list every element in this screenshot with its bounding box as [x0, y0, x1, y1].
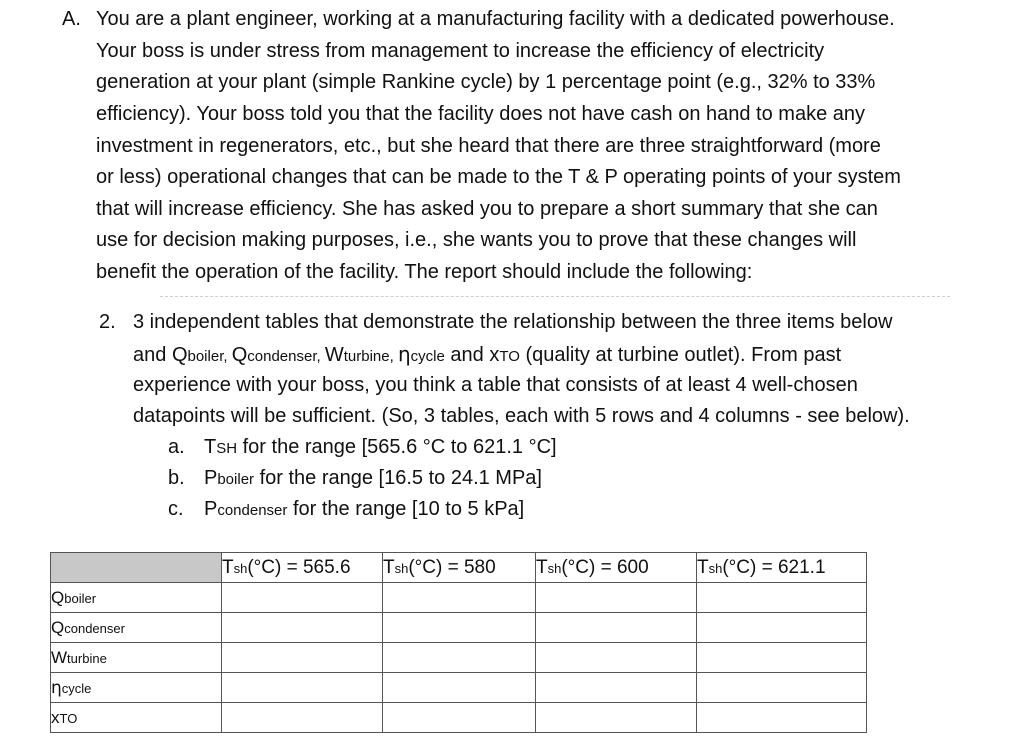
table-cell[interactable]: [222, 703, 383, 733]
table-cell[interactable]: [697, 583, 867, 613]
q-condenser-sub: condenser: [247, 348, 317, 365]
row-label-w-turbine: Wturbine: [51, 643, 222, 673]
table-cell[interactable]: [697, 703, 867, 733]
item-line-4: datapoints will be sufficient. (So, 3 tables, each with 5 rows and 4 columns - see below).: [133, 405, 910, 427]
row-label-eta-cycle: ηcycle: [51, 673, 222, 703]
q-symbol: Q: [231, 344, 248, 366]
paragraph-line: Your boss is under stress from management to increase the efficiency of electricity: [96, 40, 825, 62]
table-cell[interactable]: [383, 673, 536, 703]
faint-divider: [160, 296, 950, 299]
table-row: [51, 583, 867, 613]
table-row: [51, 703, 867, 733]
subitem-b: [204, 467, 542, 490]
item-line-2-prefix: and: [133, 344, 172, 366]
question-label: A.: [62, 8, 81, 30]
subitem-symbol: P: [204, 498, 218, 520]
subitem-subscript: condenser: [217, 502, 288, 519]
table-cell[interactable]: [222, 583, 383, 613]
table-cell[interactable]: [697, 673, 867, 703]
table-header-cell: Tsh(°C) = 600: [536, 553, 697, 583]
table-header-cell: Tsh(°C) = 621.1: [697, 553, 867, 583]
row-label-q-condenser: Qcondenser: [51, 613, 222, 643]
item-line-2-suffix: (quality at turbine outlet). From past: [525, 344, 842, 366]
table-cell[interactable]: [536, 673, 697, 703]
paragraph-line: generation at your plant (simple Rankine cycle) by 1 percentage point (e.g., 32% to 33%: [96, 71, 876, 93]
table-cell[interactable]: [697, 643, 867, 673]
subitem-text: for the range [10 to 5 kPa]: [287, 498, 525, 520]
row-label-q-boiler: Qboiler: [51, 583, 222, 613]
item-line-2: and Qboiler, Qcondenser, Wturbine, ηcycle and xTO (quality at turbine outlet). From past: [133, 342, 842, 366]
table-cell[interactable]: [383, 703, 536, 733]
w-symbol: W: [324, 344, 344, 366]
paragraph-line: efficiency). Your boss told you that the facility does not have cash on hand to make any: [96, 103, 866, 125]
paragraph-line: benefit the operation of the facility. The report should include the following:: [96, 261, 753, 283]
subitem-subscript: SH: [216, 440, 238, 457]
subitem-symbol: T: [204, 436, 217, 458]
item-line-1: 3 independent tables that demonstrate the relationship between the three items below: [133, 311, 893, 333]
table-cell[interactable]: [222, 673, 383, 703]
table-row: [51, 673, 867, 703]
x-to-sub: TO: [499, 348, 520, 365]
paragraph-line: use for decision making purposes, i.e., she wants you to prove that these changes will: [96, 229, 857, 251]
paragraph-line: that will increase efficiency. She has asked you to prepare a short summary that she can: [96, 198, 878, 220]
table-corner-cell: [51, 553, 222, 583]
eta-symbol: η: [397, 342, 411, 366]
x-symbol: x: [489, 344, 500, 366]
table-cell[interactable]: [536, 703, 697, 733]
subitem-letter: b.: [168, 467, 185, 489]
table-header-cell: Tsh(°C) = 580: [383, 553, 536, 583]
row-label-x-to: xTO: [51, 703, 222, 733]
subitem-letter: c.: [168, 498, 184, 520]
table-row: [51, 613, 867, 643]
subitem-c: [204, 498, 524, 521]
table-cell[interactable]: [536, 613, 697, 643]
table-cell[interactable]: [222, 643, 383, 673]
paragraph-line: or less) operational changes that can be made to the T & P operating points of your system: [96, 166, 901, 188]
table-row: [51, 643, 867, 673]
table-cell[interactable]: [697, 613, 867, 643]
subitem-letter: a.: [168, 436, 185, 458]
item-line-3: experience with your boss, you think a table that consists of at least 4 well-chosen: [133, 374, 858, 396]
q-symbol: Q: [171, 344, 188, 366]
subitem-subscript: boiler: [217, 471, 255, 488]
q-boiler-sub: boiler: [187, 348, 224, 365]
and-word: and: [450, 344, 484, 366]
table-header-row: [51, 553, 867, 583]
table-cell[interactable]: [536, 583, 697, 613]
subitem-symbol: P: [204, 467, 218, 489]
item-number: 2.: [99, 311, 116, 333]
table-cell[interactable]: [383, 583, 536, 613]
subitem-text: for the range [16.5 to 24.1 MPa]: [254, 467, 542, 489]
table-cell[interactable]: [383, 643, 536, 673]
table-cell[interactable]: [222, 613, 383, 643]
eta-cycle-sub: cycle: [410, 348, 445, 365]
paragraph-line: You are a plant engineer, working at a manufacturing facility with a dedicated powerhouse.: [96, 8, 895, 30]
table-header-cell: Tsh(°C) = 565.6: [222, 553, 383, 583]
w-turbine-sub: turbine: [343, 348, 390, 365]
paragraph-line: investment in regenerators, etc., but she heard that there are three straightforward (more: [96, 135, 881, 157]
table-cell[interactable]: [383, 613, 536, 643]
subitem-a: [204, 436, 557, 459]
subitem-text: for the range [565.6 °C to 621.1 °C]: [237, 436, 557, 458]
results-table: [50, 552, 867, 733]
table-cell[interactable]: [536, 643, 697, 673]
